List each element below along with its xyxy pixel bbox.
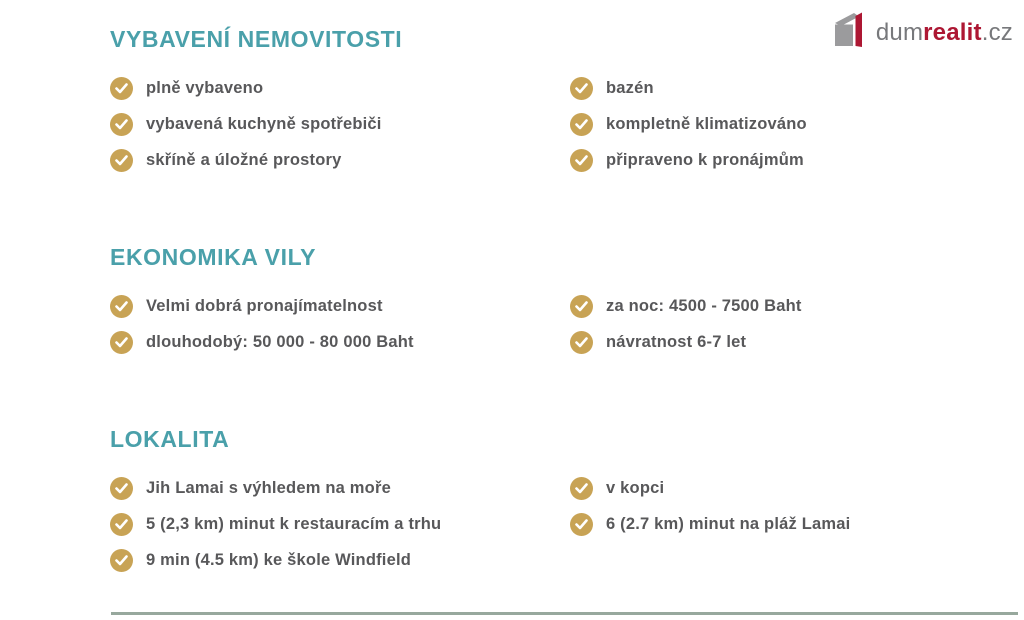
logo-wordmark: [876, 19, 1013, 47]
feature-column-right: [570, 288, 1024, 360]
feature-column-right: [570, 470, 1024, 578]
check-icon: [110, 113, 133, 136]
check-icon: [110, 477, 133, 500]
check-icon: [110, 513, 133, 536]
list-item-label: vybavená kuchyně spotřebiči: [146, 114, 382, 133]
check-icon: [110, 549, 133, 572]
check-icon: [570, 331, 593, 354]
list-item: [570, 506, 1024, 542]
check-icon: [110, 77, 133, 100]
list-item: [570, 142, 1024, 178]
section-lokalita: [110, 426, 1024, 578]
list-item: [570, 106, 1024, 142]
list-item-label: 6 (2.7 km) minut na pláž Lamai: [606, 514, 851, 533]
list-item-label: 5 (2,3 km) minut k restauracím a trhu: [146, 514, 442, 533]
logo-text-dum: dum: [875, 18, 924, 46]
list-item: [570, 70, 1024, 106]
check-icon: [110, 295, 133, 318]
list-item: [110, 70, 570, 106]
logo-text-realit: realit: [923, 18, 982, 46]
check-icon: [570, 513, 593, 536]
feature-column-left: [110, 288, 570, 360]
divider: [111, 612, 1018, 615]
list-item-label: v kopci: [606, 478, 665, 497]
list-item: [570, 324, 1024, 360]
feature-column-left: [110, 70, 570, 178]
list-item-label: 9 min (4.5 km) ke škole Windfield: [146, 550, 412, 569]
list-item: [110, 506, 570, 542]
check-icon: [110, 331, 133, 354]
feature-column-left: [110, 470, 570, 578]
list-item: [110, 106, 570, 142]
check-icon: [570, 477, 593, 500]
list-item: [110, 142, 570, 178]
section-title: VYBAVENÍ NEMOVITOSTI: [110, 26, 403, 52]
check-icon: [570, 113, 593, 136]
list-item: [110, 324, 570, 360]
list-item: [570, 288, 1024, 324]
section-title: EKONOMIKA VILY: [110, 244, 317, 270]
list-item: [110, 542, 570, 578]
check-icon: [570, 77, 593, 100]
list-item-label: za noc: 4500 - 7500 Baht: [606, 296, 802, 315]
section-ekonomika-vily: [110, 244, 1024, 360]
logo-text-cz: .cz: [981, 18, 1013, 46]
section-title: LOKALITA: [110, 426, 230, 452]
check-icon: [570, 295, 593, 318]
list-item-label: návratnost 6-7 let: [606, 332, 747, 351]
list-item-label: plně vybaveno: [146, 78, 264, 97]
list-item-label: bazén: [606, 78, 654, 97]
list-item: [570, 470, 1024, 506]
dumrealit-logo[interactable]: [834, 10, 1013, 55]
building-logo-icon: [834, 10, 869, 55]
check-icon: [110, 149, 133, 172]
list-item-label: připraveno k pronájmům: [606, 150, 804, 169]
list-item-label: skříně a úložné prostory: [146, 150, 342, 169]
list-item: [110, 470, 570, 506]
list-item-label: Velmi dobrá pronajímatelnost: [146, 296, 383, 315]
list-item-label: kompletně klimatizováno: [606, 114, 807, 133]
list-item: [110, 288, 570, 324]
feature-column-right: [570, 70, 1024, 178]
list-item-label: dlouhodobý: 50 000 - 80 000 Baht: [146, 332, 414, 351]
check-icon: [570, 149, 593, 172]
list-item-label: Jih Lamai s výhledem na moře: [146, 478, 391, 497]
